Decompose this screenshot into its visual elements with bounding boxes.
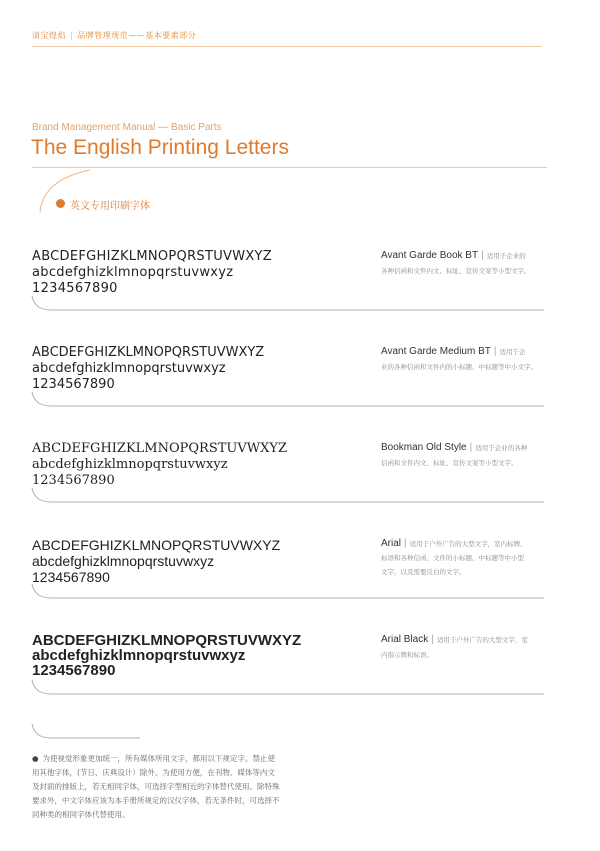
page-title: The English Printing Letters bbox=[31, 136, 289, 159]
usage-note bbox=[32, 752, 282, 822]
section-label: 英文专用印刷字体 bbox=[70, 201, 150, 212]
specimen-lowercase: abcdefghizklmnopqrstuvwxyz bbox=[32, 457, 228, 472]
specimen-uppercase: ABCDEFGHIZKLMNOPQRSTUVWXYZ bbox=[32, 249, 273, 264]
header-brand: 清宝煌焰 bbox=[32, 31, 66, 40]
font-desc-continued: 内指示牌和标语。 bbox=[381, 651, 433, 659]
specimen-avant-garde-medium bbox=[32, 346, 264, 394]
font-desc-continued: 信函和文件内文、标址、宣传文案等小型文字。 bbox=[381, 459, 518, 467]
divider-1 bbox=[32, 296, 544, 310]
divider-5 bbox=[32, 680, 544, 694]
title-curve bbox=[40, 170, 90, 212]
font-desc: 适用于企业的各种 bbox=[475, 445, 528, 452]
font-desc: 适用于户外广告的大型文字，室 bbox=[436, 637, 528, 644]
specimen-lowercase: abcdefghizklmnopqrstuvwxyz bbox=[32, 265, 234, 280]
font-desc-continued-2: 文字，以及需要反白的文字。 bbox=[381, 568, 466, 576]
specimen-lowercase: abcdefghizklmnopqrstuvwxyz bbox=[32, 553, 215, 569]
font-name: Arial bbox=[381, 538, 402, 549]
specimen-lowercase: abcdefghizklmnopqrstuvwxyz bbox=[32, 361, 226, 376]
specimen-bookman-old-style bbox=[32, 442, 287, 490]
header-section: 品牌管理规范——基本要素部分 bbox=[77, 31, 197, 40]
font-info-1: Avant Garde Book BT | 适用于企业的 bbox=[381, 250, 526, 261]
font-desc-continued: 标语和各种信函、文件的小标题、中标题等中小型 bbox=[381, 554, 524, 562]
divider-2 bbox=[32, 392, 544, 406]
font-desc: 适用于企 bbox=[499, 349, 526, 356]
specimen-uppercase: ABCDEFGHIZKLMNOPQRSTUVWXYZ bbox=[32, 537, 281, 553]
specimen-digits: 1234567890 bbox=[32, 281, 118, 296]
specimen-arial-black bbox=[32, 633, 301, 678]
specimen-digits: 1234567890 bbox=[32, 377, 115, 392]
specimen-uppercase: ABCDEFGHIZKLMNOPQRSTUVWXYZ bbox=[32, 441, 287, 456]
usage-note-text: 为使视觉形象更加统一，所有媒体所用文字，都用以下规定字。禁止使用其他字体，(节日、庆典设计）除外。为使用方便，在刊物、媒体等内文及封面的排版上，若无相同字体，可选择字型相近的字体替代使用。除特殊要求外，中文字体应该为本手册所规定的汉仪字体，若无条件时，可选择不同种类的相同字体代替使用。 bbox=[32, 754, 280, 819]
font-desc-continued: 业的各种信函和文件内的小标题、中标题等中小文字。 bbox=[381, 363, 537, 371]
divider-3 bbox=[32, 488, 544, 502]
font-info-2: Avant Garde Medium BT | 适用于企 bbox=[381, 346, 526, 357]
specimen-lowercase: abcdefghizklmnopqrstuvwxyz bbox=[32, 647, 246, 664]
font-info-5: Arial Black | 适用于户外广告的大型文字，室 bbox=[381, 634, 528, 645]
specimen-uppercase: ABCDEFGHIZKLMNOPQRSTUVWXYZ bbox=[32, 345, 265, 360]
divider-4 bbox=[32, 584, 544, 598]
specimen-uppercase: ABCDEFGHIZKLMNOPQRSTUVWXYZ bbox=[32, 632, 302, 649]
header-separator: | bbox=[70, 31, 74, 40]
specimen-arial bbox=[32, 538, 280, 586]
specimen-digits: 1234567890 bbox=[32, 473, 115, 488]
note-bullet-icon: ● bbox=[32, 754, 39, 763]
font-desc-continued: 各种信函和文件内文、标址、宣传文案等小型文字。 bbox=[381, 267, 531, 275]
font-name: Avant Garde Medium BT bbox=[381, 346, 491, 357]
page-subtitle: Brand Management Manual — Basic Parts bbox=[32, 122, 222, 133]
font-desc: 适用于企业的 bbox=[486, 253, 526, 260]
specimen-digits: 1234567890 bbox=[32, 662, 116, 679]
specimen-avant-garde-book bbox=[32, 250, 272, 298]
specimen-digits: 1234567890 bbox=[32, 569, 110, 585]
font-name: Arial Black bbox=[381, 634, 429, 645]
font-info-4: Arial | 适用于户外广告的大型文字，室内标牌、 bbox=[381, 538, 527, 549]
font-info-3: Bookman Old Style | 适用于企业的各种 bbox=[381, 442, 528, 453]
font-name: Avant Garde Book BT bbox=[381, 250, 479, 261]
font-name: Bookman Old Style bbox=[381, 442, 467, 453]
font-desc: 适用于户外广告的大型文字，室内标牌、 bbox=[409, 541, 527, 548]
note-curve bbox=[32, 724, 140, 738]
